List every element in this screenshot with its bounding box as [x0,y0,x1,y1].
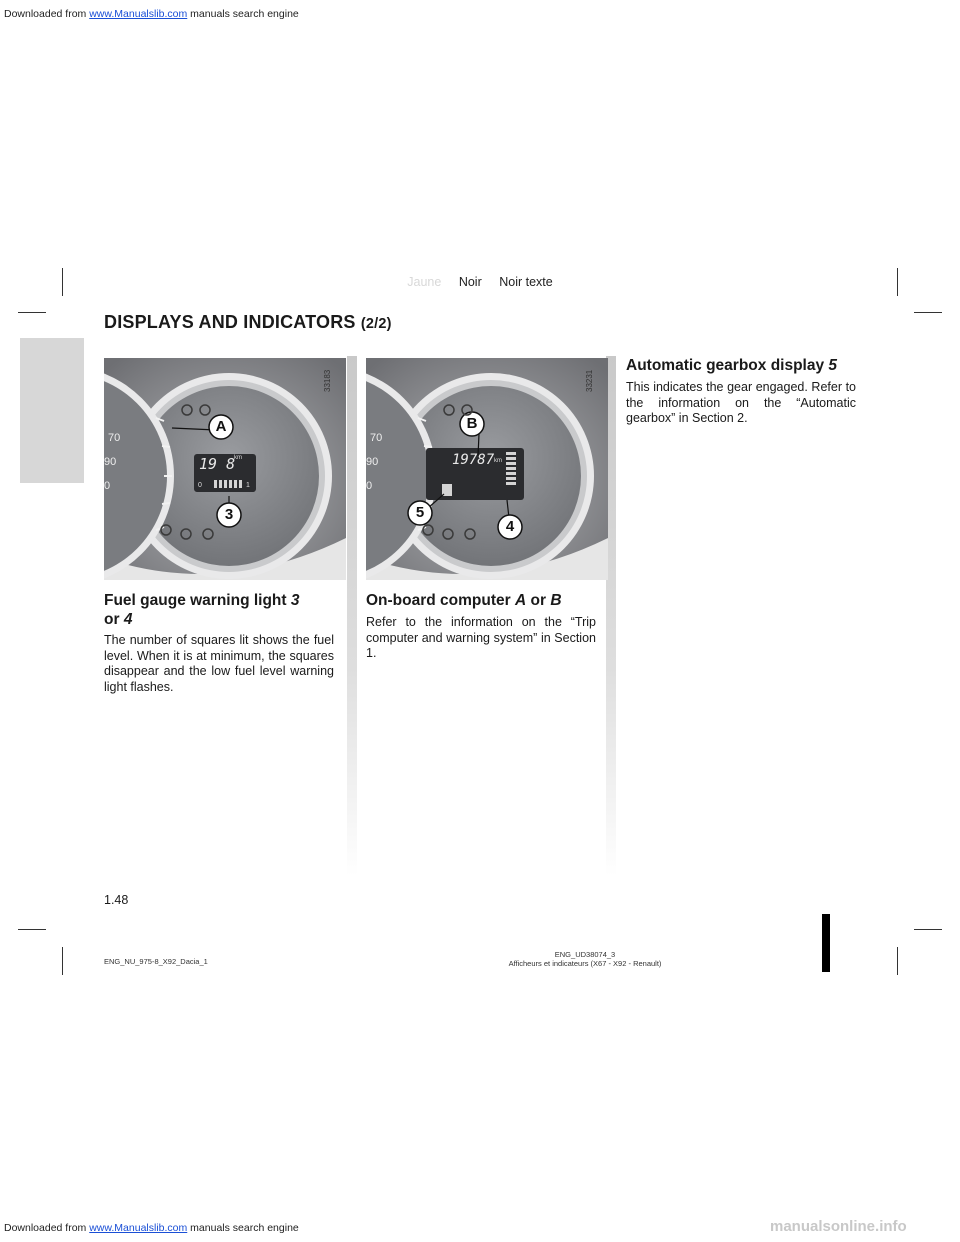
crop-mark [62,947,63,975]
callout-3: 3 [224,506,234,523]
photo-code: 33183 [323,369,332,392]
crop-mark [914,312,942,313]
crop-mark [914,929,942,930]
fuel-gauge-heading: Fuel gauge warning light 3 or 4 [104,592,300,628]
print-color-bar: Jaune Noir Noir texte [407,275,553,289]
instrument-photo-2 [366,358,608,580]
odometer-unit: km [494,458,502,464]
dial-number: 90 [366,456,379,468]
fuel-scale-max: 1 [246,482,250,489]
callout-5: 5 [415,504,425,521]
crop-mark [18,312,46,313]
download-footer: Downloaded from www.Manualslib.com manuals search engine [4,1222,299,1234]
brand-watermark: manualsonline.info [770,1218,907,1235]
dial-number: 0 [104,480,111,492]
fuel-scale-min: 0 [198,482,202,489]
dial-number: 90 [104,456,117,468]
fuel-gauge-body: The number of squares lit shows the fuel level. When it is at minimum, the squares disappear and the low fuel level warning light flashes. [104,633,334,694]
gearbox-display-heading: Automatic gearbox display 5 [626,357,838,374]
on-board-computer-heading: On-board computer A or B [366,592,562,609]
section-tab [20,338,84,483]
dial-number: 70 [370,432,383,444]
crop-mark [897,947,898,975]
odometer-readout: 19 8 [199,455,236,473]
page-number: 1.48 [104,893,129,907]
odometer-readout: 19787 [452,452,495,468]
section-thumb-bar [822,914,830,972]
crop-mark [18,929,46,930]
page-title: DISPLAYS AND INDICATORS (2/2) [104,312,392,332]
callout-b: B [466,415,478,432]
dial-number: 0 [366,480,373,492]
download-header: Downloaded from www.Manualslib.com manuals search engine [4,8,299,20]
odometer-unit: km [234,455,242,461]
document-reference: ENG_NU_975-8_X92_Dacia_1 [104,957,208,966]
on-board-computer-body: Refer to the information on the “Trip computer and warning system” in Section 1. [366,615,596,660]
photo-code: 33231 [585,369,594,392]
column-divider [347,356,357,876]
manualslib-link[interactable]: www.Manualslib.com [89,1222,188,1234]
dashboard-illustration-2 [366,358,608,580]
gearbox-display-body: This indicates the gear engaged. Refer to the information on the “Automatic gearbox” in Section 2. [626,380,856,425]
callout-a: A [215,418,227,435]
dial-number: 70 [108,432,121,444]
manualslib-link[interactable]: www.Manualslib.com [89,8,188,20]
instrument-photo-1 [104,358,346,580]
callout-4: 4 [505,518,515,535]
document-code: ENG_UD38074_3 Afficheurs et indicateurs (X67 - X92 - Renault) [508,950,662,968]
